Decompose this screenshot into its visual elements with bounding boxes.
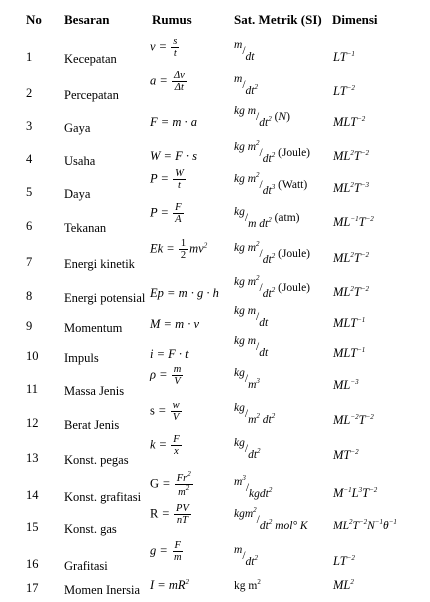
formula: ρ = $\frac{m}{V}$ [150, 364, 182, 388]
quantity-name: Daya [64, 187, 91, 201]
quantity-name: Grafitasi [64, 559, 108, 573]
si-unit: kg m/dt [234, 305, 269, 329]
si-unit: kg m/dt [234, 335, 269, 359]
row-number: 15 [26, 520, 39, 534]
row-number: 16 [26, 557, 39, 571]
quantity-name: Konst. pegas [64, 453, 129, 467]
row-number: 4 [26, 152, 33, 166]
formula: v = $\frac{s}{t}$ [150, 36, 178, 60]
quantity-name: Gaya [64, 121, 91, 135]
formula: a = $\frac{\Delta v}{\Delta t}$ [150, 70, 185, 94]
dimension: $MLT^{-1}$ [333, 316, 366, 330]
header-besaran: Besaran [64, 12, 110, 27]
quantity-name: Berat Jenis [64, 418, 120, 432]
row-number: 12 [26, 416, 39, 430]
row-number: 7 [26, 255, 33, 269]
si-unit: m/dt [234, 39, 255, 63]
row-number: 3 [26, 119, 33, 133]
quantity-name: Tekanan [64, 221, 107, 235]
quantity-name: Percepatan [64, 88, 119, 102]
si-unit: kg $m^2/dt^2$ (Joule) [234, 139, 311, 165]
si-unit: kg/m $dt^2$ (atm) [234, 206, 300, 230]
quantity-name: Massa Jenis [64, 384, 125, 398]
quantity-name: Impuls [64, 351, 99, 365]
dimension: $ML^{-3}$ [333, 378, 359, 392]
si-unit: $m/dt^2$ [234, 544, 258, 568]
quantity-name: Energi kinetik [64, 257, 135, 271]
row-number: 1 [26, 50, 33, 64]
si-unit: kg $m^2/dt^2$ (Joule) [234, 274, 311, 300]
row-number: 2 [26, 86, 33, 100]
quantity-name: Konst. grafitasi [64, 490, 142, 504]
dimension: $ML^{-2}T^{-2}$ [333, 413, 374, 427]
dimension: $ML^{-1}T^{-2}$ [333, 215, 374, 229]
formula: Ep = m · g · h [150, 286, 219, 300]
formula: P = $\frac{F}{A}$ [150, 202, 182, 226]
row-number: 14 [26, 488, 39, 502]
quantity-name: Momen Inersia [64, 583, 141, 597]
formula: k = $\frac{F}{x}$ [150, 434, 180, 458]
dimension: $M^{-1}L^3T^{-2}$ [333, 486, 378, 500]
row-number: 17 [26, 581, 39, 595]
row-number: 13 [26, 451, 39, 465]
quantity-name: Konst. gas [64, 522, 117, 536]
si-unit: kg $m^2/dt^2$ (Joule) [234, 240, 311, 266]
si-unit: $kg/m^2$ $dt^2$ [234, 402, 276, 426]
si-unit: kg $m^2/dt^3$ (Watt) [234, 171, 308, 197]
row-number: 10 [26, 349, 39, 363]
formula: s = $\frac{w}{V}$ [150, 400, 180, 424]
dimension: $ML^2T^{-2}$ [333, 149, 370, 163]
si-unit: $kg/dt^2$ [234, 437, 261, 461]
row-number: 5 [26, 185, 33, 199]
header-dimensi: Dimensi [332, 12, 378, 27]
formula: P = $\frac{W}{t}$ [150, 168, 184, 192]
quantity-name: Energi potensial [64, 291, 146, 305]
header-no: No [26, 12, 42, 27]
header-rumus: Rumus [152, 12, 192, 27]
formula: $I = mR^2$ [150, 578, 190, 592]
quantity-name: Momentum [64, 321, 123, 335]
dimension: $LT^{-2}$ [333, 84, 355, 98]
si-unit: kg $m^2$ [234, 578, 261, 592]
formula: W = F · s [150, 149, 197, 163]
formula: g = $\frac{F}{m}$ [150, 540, 182, 564]
si-unit: $m/dt^2$ [234, 73, 258, 97]
dimension: $MLT^{-1}$ [333, 346, 366, 360]
si-unit: $kgm^2/dt^2$ mol° K [234, 506, 308, 532]
dimension: $MT^{-2}$ [333, 448, 359, 462]
formula: i = F · t [150, 347, 189, 361]
si-unit: $m^3/kgdt^2$ [234, 474, 273, 500]
dimension: $ML^2T^{-3}$ [333, 181, 370, 195]
dimension: $ML^2T^{-2}N^{-1}\theta^{-1}$ [333, 518, 397, 532]
si-unit: $kg/m^3$ [234, 367, 260, 391]
quantity-name: Usaha [64, 154, 96, 168]
si-unit: kg $m/dt^2$ (N) [234, 105, 290, 129]
row-number: 8 [26, 289, 33, 303]
dimension: $ML^2T^{-2}$ [333, 285, 370, 299]
dimension: $LT^{-2}$ [333, 554, 355, 568]
quantity-name: Kecepatan [64, 52, 117, 66]
row-number: 9 [26, 319, 33, 333]
dimension: $MLT^{-2}$ [333, 115, 366, 129]
formula: M = m · v [150, 317, 200, 331]
dimension: $ML^2T^{-2}$ [333, 251, 370, 265]
formula: F = m · a [150, 115, 197, 129]
row-number: 11 [26, 382, 39, 396]
dimension: $LT^{-1}$ [333, 50, 355, 64]
formula: Ek = $\frac{1}{2}$ $mv^2$ [150, 238, 208, 262]
formula: R = $\frac{PV}{nT}$ [150, 503, 189, 527]
formula: G = $\frac{Fr^2}{m^2}$ [150, 470, 191, 499]
header-satuan: Sat. Metrik (SI) [234, 12, 322, 27]
row-number: 6 [26, 219, 33, 233]
dimension: $ML^2$ [333, 578, 354, 592]
